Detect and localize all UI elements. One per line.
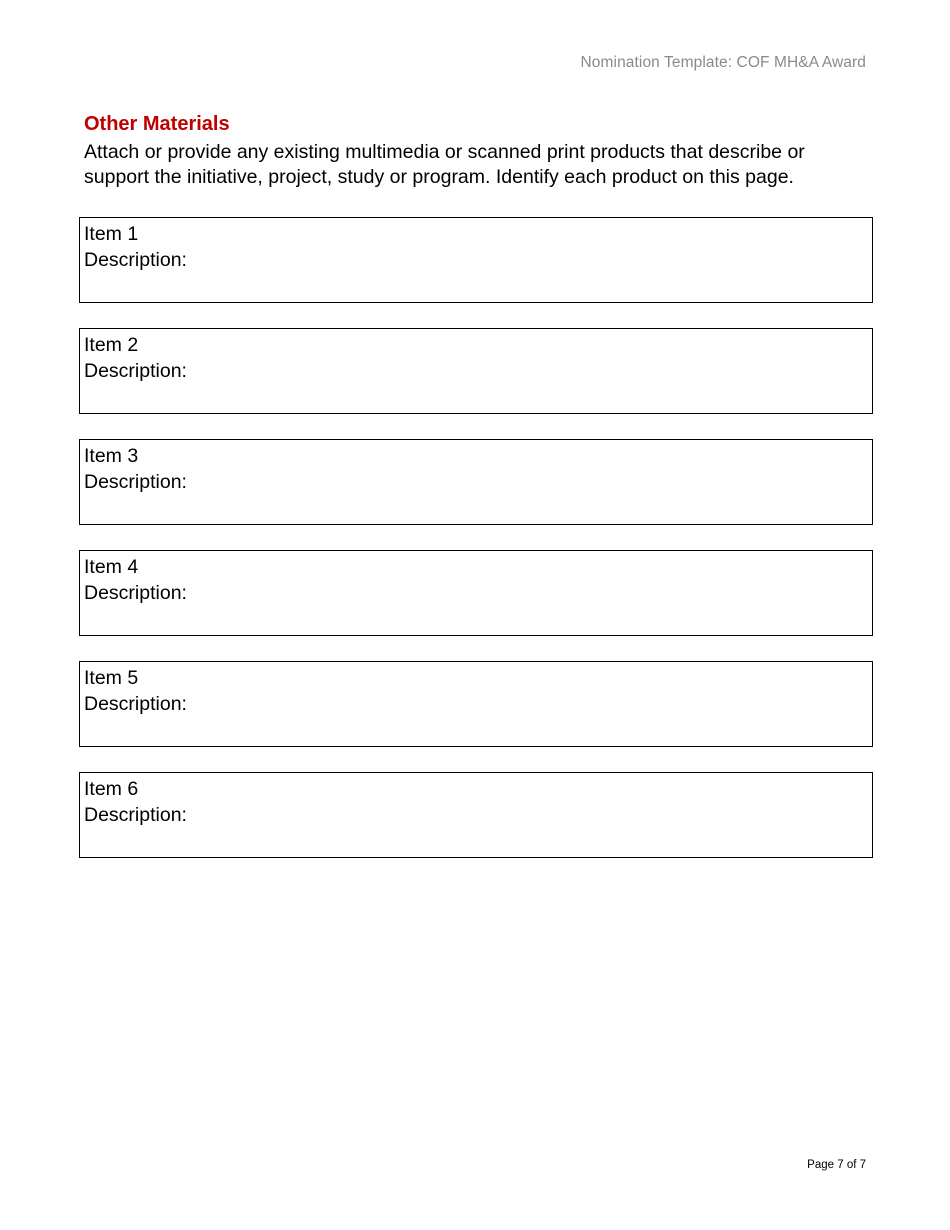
item-list: [79, 217, 873, 883]
item-box-1[interactable]: [79, 217, 873, 303]
item-box-3[interactable]: [79, 439, 873, 525]
item-box-5[interactable]: [79, 661, 873, 747]
page-header: Nomination Template: COF MH&A Award: [580, 54, 866, 71]
item-label: Item 1: [84, 223, 139, 245]
item-description-label: Description:: [84, 693, 187, 715]
item-description-label: Description:: [84, 804, 187, 826]
item-label: Item 5: [84, 667, 139, 689]
item-box-4[interactable]: [79, 550, 873, 636]
page-number: Page 7 of 7: [807, 1159, 866, 1171]
item-box-6[interactable]: [79, 772, 873, 858]
item-label: Item 4: [84, 556, 139, 578]
item-description-label: Description:: [84, 471, 187, 493]
section-title: Other Materials: [84, 113, 230, 135]
item-label: Item 3: [84, 445, 139, 467]
item-description-label: Description:: [84, 249, 187, 271]
item-box-2[interactable]: [79, 328, 873, 414]
item-label: Item 2: [84, 334, 139, 356]
section-intro: Attach or provide any existing multimedia or scanned print products that describe or support the initiative, project, study or program. Identify each product on this page.: [84, 141, 805, 188]
item-description-label: Description:: [84, 582, 187, 604]
item-label: Item 6: [84, 778, 139, 800]
item-description-label: Description:: [84, 360, 187, 382]
